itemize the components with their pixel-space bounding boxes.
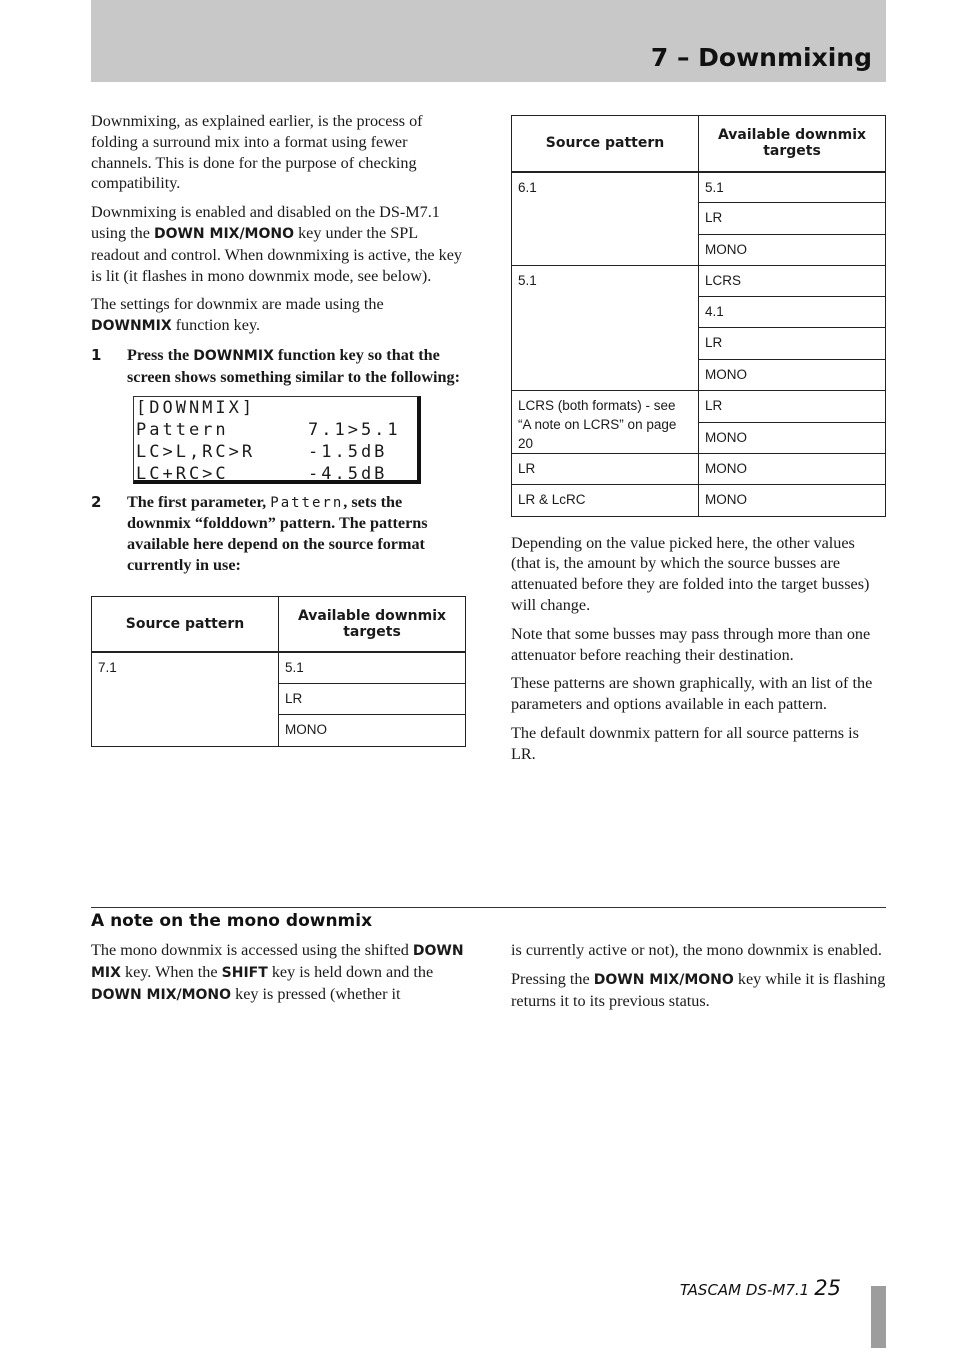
values-paragraph: Depending on the value picked here, the other values (that is, the amount by which the source busses are attenuated before they are folded into the target busses) will change. [511, 533, 870, 615]
graphics-paragraph: These patterns are shown graphically, with an list of the parameters and options available in each pattern. [511, 674, 873, 714]
mono-left-column [91, 940, 466, 1013]
lcd-param-value: -1.5dB [308, 441, 388, 462]
section-title: A note on the mono downmix [91, 911, 373, 931]
mono-paragraph-1: The mono downmix is accessed using the shifted DOWN MIX key. When the SHIFT key is held down and the DOWN MIX/MONO key is pressed (whether it [91, 941, 464, 1003]
source-pattern-cell: LCRS (both formats) - see “A note on LCRS” on page 20 [512, 391, 699, 454]
step-1: 1 Press the DOWNMIX function key so that the screen shows something similar to the following: [91, 345, 461, 386]
column-header: Source pattern [512, 116, 699, 172]
lcd-line-1: [DOWNMIX] [136, 397, 256, 418]
lcd-param-name: Pattern [136, 419, 229, 440]
source-pattern-cell: 6.1 [512, 172, 699, 266]
default-paragraph: The default downmix pattern for all source patterns is LR. [511, 724, 859, 763]
intro-paragraph: Downmixing, as explained earlier, is the process of folding a surround mix into a format using fewer channels. This is done for the purpose of checking compatibility. [91, 112, 423, 193]
target-cell: MONO [699, 422, 886, 454]
key-label: DOWN MIX/MONO [153, 225, 295, 242]
downmix-table-other [511, 115, 886, 517]
footer-brand: TASCAM DS-M7.1 [679, 1281, 810, 1299]
lcd-param-name: LC>L,RC>R [136, 441, 256, 462]
target-cell: MONO [699, 234, 886, 265]
target-cell: 5.1 [699, 172, 886, 203]
section-divider [91, 907, 886, 908]
table-header-row [512, 116, 886, 172]
column-header: Available downmix targets [699, 116, 886, 172]
column-header: Source pattern [92, 596, 279, 652]
source-pattern-cell: LR & LcRC [512, 485, 699, 516]
target-cell: MONO [699, 454, 886, 485]
table-row [512, 485, 886, 516]
step-2: 2 The first parameter, Pattern, sets the downmix “folddown” pattern. The patterns available here depend on the source format currently in use: [91, 492, 428, 574]
key-label: DOWN MIX/MONO [91, 986, 232, 1003]
key-label: DOWNMIX [193, 347, 274, 364]
lcd-param-value: -4.5dB [308, 463, 388, 484]
target-cell: MONO [699, 359, 886, 390]
step-number: 2 [91, 492, 102, 511]
column-header: Available downmix targets [279, 596, 466, 652]
mono-paragraph-3: Pressing the DOWN MIX/MONO key while it is flashing returns it to its previous status. [511, 969, 886, 1010]
chapter-title: 7 – Downmixing [650, 43, 872, 72]
step-number: 1 [91, 345, 102, 364]
settings-paragraph: The settings for downmix are made using the DOWNMIX function key. [91, 295, 384, 335]
target-cell: LCRS [699, 265, 886, 296]
target-cell: MONO [279, 715, 466, 746]
table-row [512, 391, 886, 423]
target-cell: LR [699, 328, 886, 359]
target-cell: LR [279, 684, 466, 715]
left-column [91, 111, 466, 747]
page-footer [680, 1276, 841, 1300]
table-header-row [92, 596, 466, 652]
downmix-table-71 [91, 596, 466, 747]
mono-right-column [511, 940, 886, 1019]
table-row [92, 652, 466, 683]
lcd-param-value: 7.1>5.1 [308, 419, 401, 440]
source-pattern-cell: 5.1 [512, 265, 699, 390]
target-cell: LR [699, 391, 886, 423]
table-row [512, 172, 886, 203]
target-cell: 5.1 [279, 652, 466, 683]
key-label: SHIFT [221, 964, 268, 981]
target-cell: LR [699, 203, 886, 234]
mono-paragraph-2: is currently active or not), the mono downmix is enabled. [511, 941, 882, 959]
target-cell: MONO [699, 485, 886, 516]
table-row [512, 454, 886, 485]
target-cell: 4.1 [699, 297, 886, 328]
page-number: 25 [814, 1276, 841, 1300]
key-label: DOWN MIX [91, 943, 464, 981]
table-row [512, 265, 886, 296]
source-pattern-cell: 7.1 [92, 652, 279, 746]
lcd-term: Pattern [270, 494, 344, 511]
enable-paragraph: Downmixing is enabled and disabled on the DS-M7.1 using the DOWN MIX/MONO key under the SPL readout and control. When downmixing is active, the key is lit (it flashes in mono downmix mode, see below). [91, 203, 463, 285]
side-tab [871, 1286, 886, 1348]
right-column [511, 115, 886, 773]
lcd-screen [133, 396, 421, 484]
key-label: DOWNMIX [91, 318, 172, 335]
header-band [91, 0, 886, 82]
key-label: DOWN MIX/MONO [593, 971, 734, 988]
attenuator-paragraph: Note that some busses may pass through more than one attenuator before reaching their destination. [511, 624, 871, 664]
source-pattern-cell: LR [512, 454, 699, 485]
lcd-param-name: LC+RC>C [136, 463, 229, 484]
